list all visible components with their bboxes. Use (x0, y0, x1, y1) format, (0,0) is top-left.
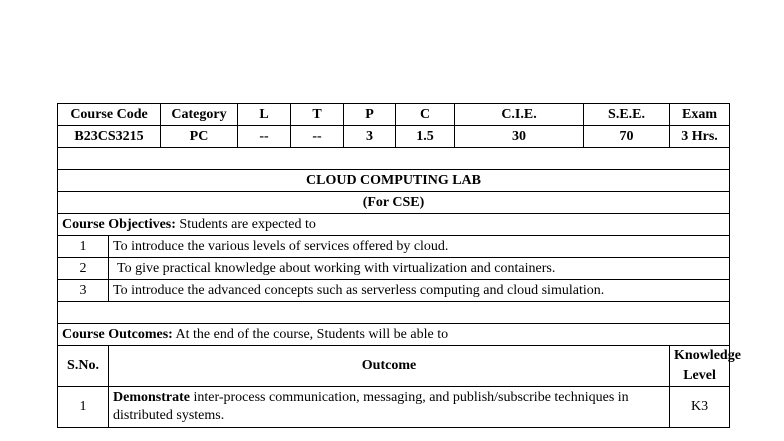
header-see: S.E.E. (584, 104, 670, 126)
outcome-text: inter-process communication, messaging, and publish/subscribe techniques in distributed systems. (113, 390, 629, 423)
header-exam: Exam (670, 104, 730, 126)
header-t: T (291, 104, 344, 126)
objective-row (58, 236, 730, 258)
course-title: CLOUD COMPUTING LAB (58, 170, 730, 192)
values-row (58, 126, 730, 148)
spacer-row (58, 148, 730, 170)
header-p: P (344, 104, 396, 126)
header-course-code: Course Code (58, 104, 161, 126)
course-syllabus-table (57, 103, 741, 428)
col-level-line1: Knowledge (674, 348, 741, 363)
subtitle-row (58, 192, 730, 214)
value-category: PC (161, 126, 238, 148)
header-category: Category (161, 104, 238, 126)
objective-text: To give practical knowledge about working with virtualization and containers. (109, 258, 730, 280)
objectives-heading (58, 214, 730, 236)
objective-number: 1 (58, 236, 109, 258)
objective-text: To introduce the various levels of services offered by cloud. (109, 236, 730, 258)
spacer-cell (58, 302, 730, 324)
objective-number: 2 (58, 258, 109, 280)
col-knowledge-level-header (670, 346, 741, 387)
header-l: L (238, 104, 291, 126)
col-level-line2: Level (683, 368, 716, 383)
outcome-number: 1 (58, 387, 109, 428)
value-c: 1.5 (396, 126, 455, 148)
col-outcome-header: Outcome (109, 346, 670, 387)
value-p: 3 (344, 126, 396, 148)
objectives-heading-row (58, 214, 730, 236)
value-cie: 30 (455, 126, 584, 148)
value-t: -- (291, 126, 344, 148)
outcome-text-cell (109, 387, 670, 428)
outcomes-label: Course Outcomes: (62, 326, 173, 342)
objectives-label: Course Objectives: (62, 216, 176, 232)
outcomes-column-header-row (58, 346, 730, 387)
header-row (58, 104, 730, 126)
header-c: C (396, 104, 455, 126)
objective-row (58, 258, 730, 280)
objectives-intro: Students are expected to (179, 216, 316, 232)
header-cie: C.I.E. (455, 104, 584, 126)
outcome-verb: Demonstrate (113, 390, 190, 405)
outcomes-heading (58, 324, 730, 346)
objective-text: To introduce the advanced concepts such as serverless computing and cloud simulation. (109, 280, 730, 302)
outcomes-intro: At the end of the course, Students will be able to (175, 326, 449, 342)
spacer-cell (58, 148, 730, 170)
value-l: -- (238, 126, 291, 148)
col-sno-header: S.No. (58, 346, 109, 387)
outcome-knowledge-level: K3 (670, 387, 730, 428)
title-row (58, 170, 730, 192)
spacer-row (58, 302, 730, 324)
value-exam: 3 Hrs. (670, 126, 730, 148)
outcomes-heading-row (58, 324, 730, 346)
outcome-row (58, 387, 730, 428)
objective-row (58, 280, 730, 302)
value-see: 70 (584, 126, 670, 148)
value-course-code: B23CS3215 (58, 126, 161, 148)
objective-number: 3 (58, 280, 109, 302)
course-subtitle: (For CSE) (58, 192, 730, 214)
